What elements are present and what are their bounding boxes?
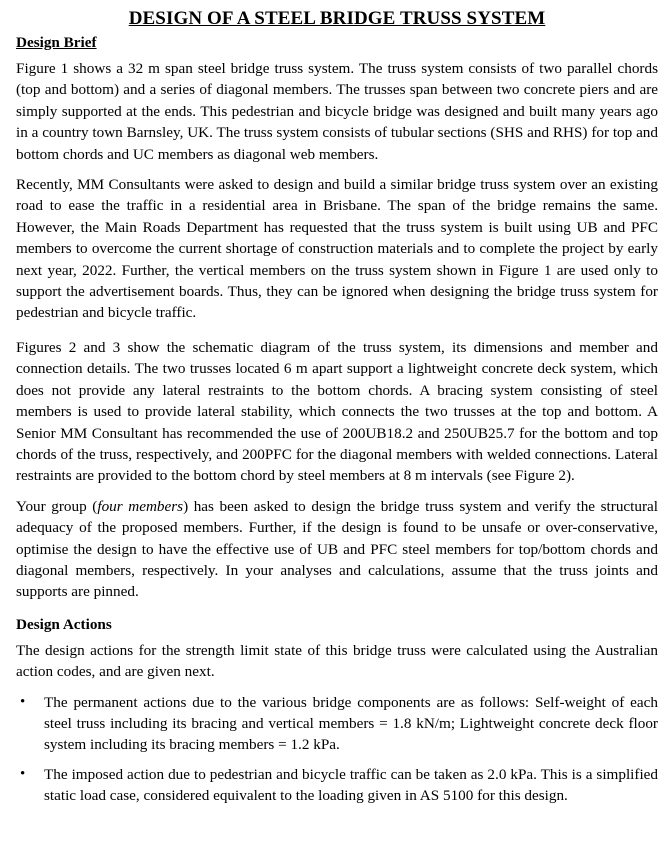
design-actions-intro: The design actions for the strength limit state of this bridge truss were calculated using the Australian action codes, and are given next.	[16, 641, 658, 681]
list-item-text: The imposed action due to pedestrian and bicycle traffic can be taken as 2.0 kPa. This is a simplified static load case, considered equivalent to the loading given in AS 5100 for this design.	[44, 765, 658, 805]
group-text-emphasis: four members	[97, 497, 184, 515]
design-brief-heading: Design Brief	[16, 34, 97, 51]
design-actions-heading: Design Actions	[16, 615, 112, 633]
document-title: DESIGN OF A STEEL BRIDGE TRUSS SYSTEM	[128, 8, 546, 29]
bullet-icon: •	[20, 765, 26, 782]
brief-paragraph-2: Recently, MM Consultants were asked to design and build a similar bridge truss system over an existing road to ease the traffic in a residential area in Brisbane. The span of the bridge remains the same. However, the Main Roads Department has requested that the truss system is built using UB and PFC members to overcome the current shortage of construction materials and to complete the project by early next year, 2022. Further, the vertical members on the truss system shown in Figure 1 are used only to support the advertisement boards. Thus, they can be ignored when designing the bridge truss system for pedestrian and bicycle traffic.	[16, 176, 658, 322]
bullet-icon: •	[20, 693, 26, 710]
brief-paragraph-3: Figures 2 and 3 show the schematic diagram of the truss system, its dimensions and member and connection details. The two trusses located 6 m apart support a lightweight concrete deck system, which does not provide any lateral restraints to the bottom chords. A bracing system consisting of steel members is used to provide lateral stability, which connects the two trusses at the top and bottom. A Senior MM Consultant has recommended the use of 200UB18.2 and 250UB25.7 for the bottom and top chords of the truss, respectively, and 200PFC for the diagonal members with welded connections. Lateral restraints are provided to the bottom chord by steel members at 8 m intervals (see Figure 2).	[16, 338, 658, 485]
list-item	[20, 764, 658, 807]
list-item-text: The permanent actions due to the various bridge components are as follows: Self-weight of each steel truss including its bracing and vertical members = 1.8 kN/m; Lightweight concrete deck floor system including its bracing members = 1.2 kPa.	[44, 693, 658, 754]
brief-paragraph-1: Figure 1 shows a 32 m span steel bridge truss system. The truss system consists of two parallel chords (top and bottom) and a series of diagonal members. The trusses span between two concrete piers and are simply supported at the ends. This pedestrian and bicycle bridge was designed and built many years ago in a country town Barnsley, UK. The truss system consists of tubular sections (SHS and RHS) for top and bottom chords and UC members as diagonal web members.	[16, 60, 658, 163]
brief-paragraph-4	[16, 496, 658, 603]
group-text-before: Your group (	[16, 497, 98, 515]
list-item	[20, 692, 658, 756]
design-actions-list	[16, 692, 658, 807]
group-text-after: ) has been asked to design the bridge truss system and verify the structural adequacy of the proposed members. Further, if the design is found to be unsafe or over-conservative, optimise the design to have the effective use of UB and PFC steel members for top/bottom chords and diagonal members, respectively. In your analyses and calculations, assume that the truss joints and supports are pinned.	[16, 497, 658, 601]
